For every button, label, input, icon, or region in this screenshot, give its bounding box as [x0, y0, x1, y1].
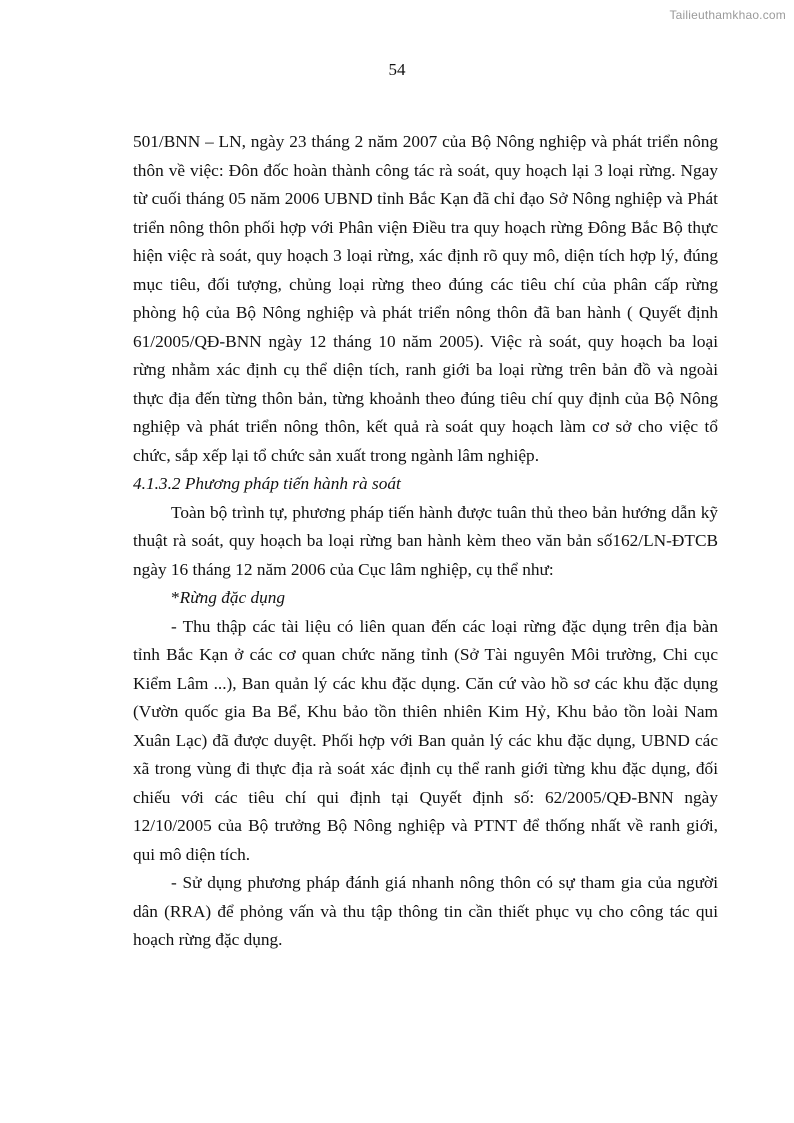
- paragraph-4: - Sử dụng phương pháp đánh giá nhanh nông thôn có sự tham gia của người dân (RRA) để phỏng vấn và thu tập thông tin cần thiết phục vụ cho công tác qui hoạch rừng đặc dụng.: [133, 873, 718, 949]
- subheading: [133, 584, 718, 613]
- paragraph-3: - Thu thập các tài liệu có liên quan đến các loại rừng đặc dụng trên địa bàn tỉnh Bắc Kạn ở các cơ quan chức năng tỉnh (Sở Tài nguyên Môi trường, Chi cục Kiểm Lâm ...), Ban quản lý các khu đặc dụng. Căn cứ vào hồ sơ các khu đặc dụng (Vườn quốc gia Ba Bể, Khu bảo tồn thiên nhiên Kim Hỷ, Khu bảo tồn loài Nam Xuân Lạc) đã được duyệt. Phối hợp với Ban quản lý các khu đặc dụng, UBND các xã trong vùng đi thực địa rà soát xác định cụ thể ranh giới từng khu đặc dụng, đối chiếu với các tiêu chí qui định tại Quyết định số: 62/2005/QĐ-BNN ngày 12/10/2005 của Bộ trưởng Bộ Nông nghiệp và PTNT để thống nhất về ranh giới, qui mô diện tích.: [133, 616, 718, 864]
- subheading-text: Rừng đặc dụng: [179, 588, 286, 607]
- document-body: [133, 128, 718, 955]
- page-number: 54: [388, 60, 406, 79]
- paragraph-2: Toàn bộ trình tự, phương pháp tiến hành được tuân thủ theo bản hướng dẫn kỹ thuật rà soát, quy hoạch ba loại rừng ban hành kèm theo văn bản số162/LN-ĐTCB ngày 16 tháng 12 năm 2006 của Cục lâm nghiệp, cụ thể như:: [133, 502, 718, 579]
- watermark: Tailieuthamkhao.com: [669, 8, 786, 22]
- paragraph-1: 501/BNN – LN, ngày 23 tháng 2 năm 2007 của Bộ Nông nghiệp và phát triển nông thôn về việc: Đôn đốc hoàn thành công tác rà soát, quy hoạch lại 3 loại rừng. Ngay từ cuối tháng 05 năm 2006 UBND tỉnh Bắc Kạn đã chỉ đạo Sở Nông nghiệp và Phát triển nông thôn phối hợp với Phân viện Điều tra quy hoạch rừng Đông Bắc Bộ thực hiện việc rà soát, quy hoạch 3 loại rừng, xác định rõ quy mô, diện tích hợp lý, đúng mục tiêu, đối tượng, chủng loại rừng theo đúng các tiêu chí của phân cấp rừng phòng hộ của Bộ Nông nghiệp và phát triển nông thôn đã ban hành ( Quyết định 61/2005/QĐ-BNN ngày 12 tháng 10 năm 2005). Việc rà soát, quy hoạch ba loại rừng nhằm xác định cụ thể diện tích, ranh giới ba loại rừng trên bản đồ và ngoài thực địa đến từng thôn bản, từng khoảnh theo đúng tiêu chí quy định của Bộ Nông nghiệp và phát triển nông thôn, kết quả rà soát quy hoạch làm cơ sở cho việc tổ chức, sắp xếp lại tổ chức sản xuất trong ngành lâm nghiệp.: [133, 132, 718, 465]
- section-heading: 4.1.3.2 Phương pháp tiến hành rà soát: [133, 474, 401, 493]
- subheading-star: *: [171, 588, 180, 607]
